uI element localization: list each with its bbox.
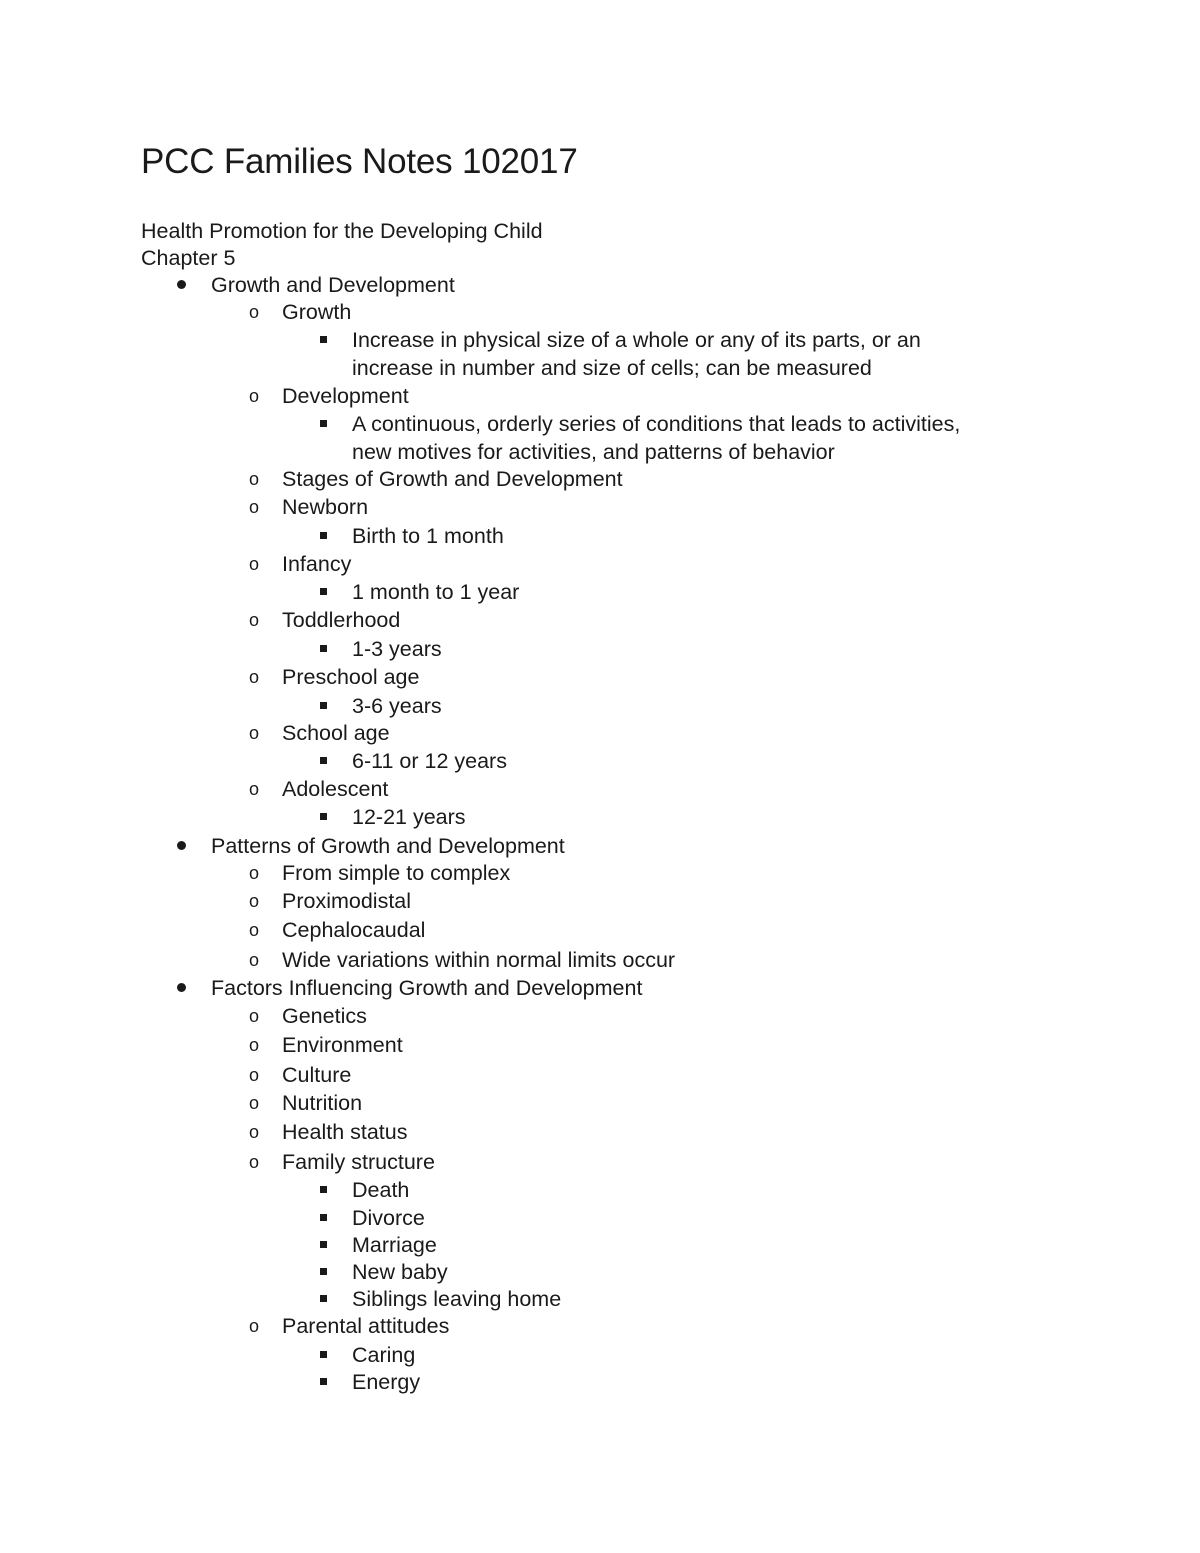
outline-item-text: 6-11 or 12 years — [352, 749, 507, 773]
bullet-circle-icon: o — [248, 1122, 259, 1142]
outline-item-text: 1-3 years — [352, 637, 442, 661]
bullet-circle-icon: o — [248, 1065, 259, 1085]
outline-item-text: Newborn — [282, 495, 369, 519]
bullet-dot-icon — [171, 272, 191, 299]
outline-item-text: Caring — [352, 1343, 416, 1367]
outline-item-text: A continuous, orderly series of conditions that leads to activities, — [352, 412, 961, 436]
outline-item-text: Infancy — [282, 552, 352, 576]
outline-item-text: 3-6 years — [352, 694, 442, 718]
bullet-square-icon — [313, 327, 333, 354]
document-page — [141, 140, 1101, 1394]
outline-item-text: 12-21 years — [352, 805, 466, 829]
outline-item-text: Adolescent — [282, 777, 389, 801]
bullet-square-icon — [313, 1342, 333, 1369]
bullet-circle-icon: o — [248, 950, 259, 970]
outline-item-text: Siblings leaving home — [352, 1287, 562, 1311]
document-subtitle: Health Promotion for the Developing Child — [141, 219, 543, 243]
outline-item-text: 1 month to 1 year — [352, 580, 520, 604]
outline-item-text: Energy — [352, 1370, 421, 1394]
bullet-dot-icon — [171, 833, 191, 860]
outline-item-text: Divorce — [352, 1206, 425, 1230]
bullet-circle-icon: o — [248, 497, 259, 517]
bullet-circle-icon: o — [248, 891, 259, 911]
outline-item-text: Parental attitudes — [282, 1314, 450, 1338]
outline-item-text: Culture — [282, 1063, 352, 1087]
outline-item-text: Growth and Development — [211, 273, 455, 297]
bullet-square-icon — [313, 1177, 333, 1204]
outline-item-text: School age — [282, 721, 390, 745]
bullet-circle-icon: o — [248, 1316, 259, 1336]
bullet-circle-icon: o — [248, 667, 259, 687]
outline-item-text: Genetics — [282, 1004, 367, 1028]
outline-item-text: Stages of Growth and Development — [282, 467, 623, 491]
outline-item-text: Factors Influencing Growth and Development — [211, 976, 643, 1000]
bullet-square-icon — [313, 804, 333, 831]
document-title: PCC Families Notes 102017 — [141, 142, 578, 181]
outline-item-text: Development — [282, 384, 409, 408]
bullet-circle-icon: o — [248, 779, 259, 799]
outline-item-text: Nutrition — [282, 1091, 363, 1115]
bullet-circle-icon: o — [248, 863, 259, 883]
outline-item-text: Toddlerhood — [282, 608, 401, 632]
outline-item-text: Patterns of Growth and Development — [211, 834, 565, 858]
bullet-square-icon — [313, 1369, 333, 1396]
outline-item-text: Marriage — [352, 1233, 437, 1257]
bullet-circle-icon: o — [248, 469, 259, 489]
bullet-circle-icon: o — [248, 920, 259, 940]
bullet-square-icon — [313, 748, 333, 775]
bullet-circle-icon: o — [248, 1035, 259, 1055]
bullet-square-icon — [313, 1232, 333, 1259]
bullet-circle-icon: o — [248, 1006, 259, 1026]
bullet-square-icon — [313, 1259, 333, 1286]
outline-item-text: Death — [352, 1178, 410, 1202]
outline-item-text: Birth to 1 month — [352, 524, 504, 548]
outline-item-text: increase in number and size of cells; can be measured — [352, 356, 872, 380]
bullet-square-icon — [313, 523, 333, 550]
bullet-square-icon — [313, 579, 333, 606]
bullet-square-icon — [313, 693, 333, 720]
outline-item-text: Increase in physical size of a whole or any of its parts, or an — [352, 328, 921, 352]
outline-item-text: Proximodistal — [282, 889, 412, 913]
outline-item-text: Growth — [282, 300, 352, 324]
bullet-circle-icon: o — [248, 1152, 259, 1172]
bullet-dot-icon — [171, 975, 191, 1002]
bullet-square-icon — [313, 1286, 333, 1313]
outline-item-text: Wide variations within normal limits occur — [282, 948, 676, 972]
bullet-circle-icon: o — [248, 723, 259, 743]
bullet-square-icon — [313, 636, 333, 663]
bullet-circle-icon: o — [248, 610, 259, 630]
bullet-circle-icon: o — [248, 386, 259, 406]
outline-item-text: Health status — [282, 1120, 408, 1144]
outline-item-text: Family structure — [282, 1150, 435, 1174]
outline-item-text: New baby — [352, 1260, 448, 1284]
chapter-heading: Chapter 5 — [141, 246, 236, 270]
bullet-circle-icon: o — [248, 302, 259, 322]
bullet-circle-icon: o — [248, 1093, 259, 1113]
outline-item-text: new motives for activities, and patterns of behavior — [352, 440, 835, 464]
bullet-circle-icon: o — [248, 554, 259, 574]
outline-item-text: Environment — [282, 1033, 403, 1057]
bullet-square-icon — [313, 1205, 333, 1232]
outline-item-text: From simple to complex — [282, 861, 511, 885]
bullet-square-icon — [313, 411, 333, 438]
outline-item-text: Cephalocaudal — [282, 918, 426, 942]
outline-item-text: Preschool age — [282, 665, 420, 689]
